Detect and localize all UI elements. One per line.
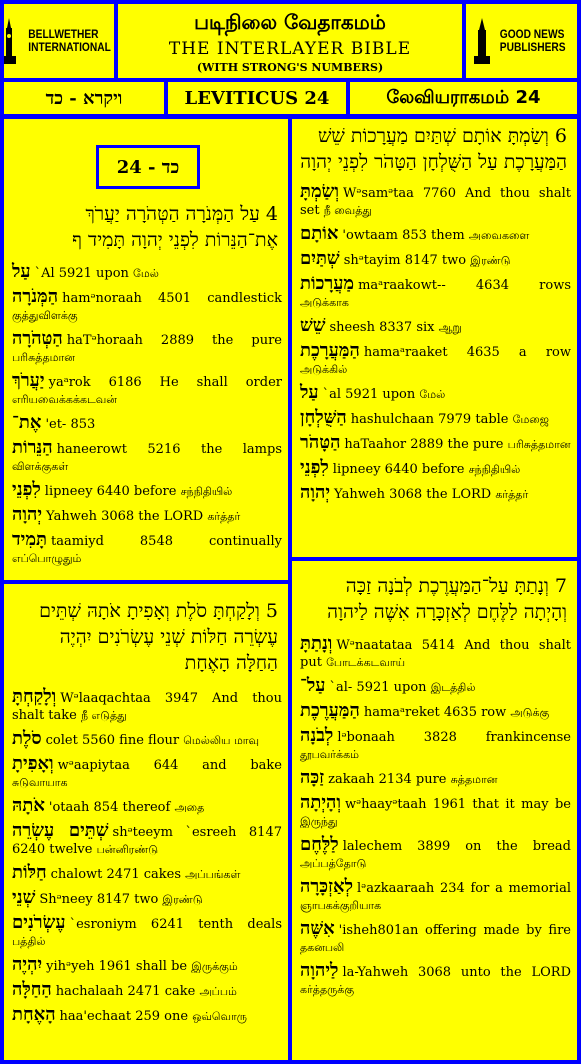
tamil-gloss: அப்பங்கள் [185,868,241,881]
word-entry [292,342,577,378]
transliteration-gloss: 'owtaam 853 them [342,228,465,243]
hebrew-word: עֶשְׂרֹנִים [12,912,66,933]
transliteration-gloss: colet 5560 fine flour [45,733,180,748]
word-entry [4,288,288,324]
tamil-gloss: பன்னிரண்டு [96,843,159,856]
tamil-gloss: ஞாபகக்குறியாக [300,899,382,912]
transliteration-gloss: haTaahor 2889 the pure [344,437,504,452]
tamil-gloss: இரண்டு [470,254,511,267]
transliteration-gloss: 'isheh801an offering made by fire [338,923,571,938]
tamil-gloss: ஒவ்வொரு [192,1010,247,1023]
transliteration-gloss: la-Yahweh 3068 unto the LORD [342,965,571,980]
transliteration-gloss: shᵊtayim 8147 two [343,253,467,268]
tamil-gloss: இடத்தில் [430,681,476,694]
verse-hebrew: 7 וְנָתַתָּ עַל־הַמַּעֲרֶכֶת לְבֹנָה זַכָּה וְהָיְתָה לַלֶּחֶם לְאַזְכָּרָה אִשֶּׁה לַיהוָה [327,575,567,623]
word-entry [4,688,288,724]
transliteration-gloss: Yahweh 3068 the LORD [46,509,204,524]
word-entry [292,702,577,721]
chapter-label: 24 - כד [96,145,200,189]
hebrew-book-label: ויקרא - כד [4,82,164,114]
tamil-gloss: குத்துவிளக்கு [12,309,78,322]
hebrew-word: יְהוָה [12,504,43,525]
hebrew-word: סֹלֶת [12,728,42,749]
hebrew-word: חַלּוֹת [12,862,47,883]
transliteration-gloss: wᵊhaayᵊtaah 1961 that it may be [345,797,571,812]
tamil-gloss: மேஜை [512,413,549,426]
hebrew-word: לִפְנֵי [12,479,41,500]
hebrew-word: אִשֶּׁה [300,918,335,939]
transliteration-gloss: lᵊazkaaraah 234 for a memorial [357,881,571,896]
tamil-gloss: சுடுவாயாக [12,776,68,789]
word-entry [292,225,577,244]
hebrew-word: הָאֶחָת [12,1004,56,1025]
tamil-gloss: விளக்குகள் [12,460,69,473]
tamil-gloss: அதை [174,801,205,814]
word-entry [4,1006,288,1025]
transliteration-gloss: haa'echaat 259 one [59,1009,189,1024]
word-entry [4,864,288,883]
transliteration-gloss: taamiyd 8548 continually [51,534,282,549]
transliteration-gloss: yihᵊyeh 1961 shall be [46,959,188,974]
tamil-gloss: எப்பொழுதும் [12,552,82,565]
verse-6-panel [292,119,577,557]
transliteration-gloss: wᵊaapiytaa 644 and bake [57,758,282,773]
transliteration-gloss: hamᵊnoraah 4501 candlestick [62,291,282,306]
hebrew-word: מַעֲרָכוֹת [300,273,355,294]
verse-hebrew: 5 וְלָקַחְתָּ סֹלֶת וְאָפִיתָ אֹתָהּ שְׁתֵּים עֶשְׂרֵה חַלּוֹת שְׁנֵי עֶשְׂרֹנִים יִהְיֶה הַחַלָּה הָאֶחָת [39,600,278,674]
transliteration-gloss: Yahweh 3068 the LORD [334,487,492,502]
hebrew-word: עַל [12,261,31,282]
tamil-gloss: இரண்டு [162,893,203,906]
tamil-gloss: அடுக்கில் [300,363,348,376]
word-entry [292,878,577,914]
transliteration-gloss: hamaᵃreket 4635 row [363,705,507,720]
transliteration-gloss: lipneey 6440 before [332,462,465,477]
hebrew-word: הַטָּהֹר [300,432,341,453]
tamil-gloss: மேல் [419,388,446,401]
word-entry [292,459,577,478]
word-entry [292,484,577,503]
transliteration-gloss: shᵊteeym `esreeh 8147 6240 twelve [12,825,282,857]
tamil-gloss: போடக்கடவாய் [326,656,406,669]
transliteration-gloss: haneerowt 5216 the lamps [56,442,282,457]
hebrew-word: שְׁנֵי [12,887,36,908]
word-entry [4,730,288,749]
tamil-gloss: பரிசுத்தமான [12,351,75,364]
transliteration-gloss: maᵃraakowt-- 4634 rows [358,278,571,293]
hebrew-word: וְהָיְתָה [300,792,342,813]
hebrew-word: עַל [300,382,319,403]
word-entry [4,263,288,282]
hebrew-word: הַטְּהֹרָה [12,328,63,349]
tamil-gloss: தூபவர்க்கம் [300,748,359,761]
hebrew-word: אוֹתָם [300,223,339,244]
transliteration-gloss: hachalaah 2471 cake [55,984,196,999]
hebrew-word: לִפְנֵי [300,457,329,478]
hebrew-word: וְאָפִיתָ [12,753,54,774]
hebrew-word: וְלָקַחְתָּ [12,686,57,707]
tamil-book-label: லேவியராகமம் 24 [350,82,577,114]
hebrew-word: לְבֹנָה [300,725,334,746]
word-entry [4,330,288,366]
transliteration-gloss: zakaah 2134 pure [328,772,447,787]
hebrew-word: וְשַׂמְתָּ [300,181,339,202]
word-entry [4,481,288,500]
hebrew-word: שֵׁשׁ [300,315,326,336]
word-entry [292,384,577,403]
word-entry [4,956,288,975]
hebrew-word: הַנֵּרוֹת [12,437,53,458]
transliteration-gloss: chalowt 2471 cakes [50,867,182,882]
hebrew-word: לְאַזְכָּרָה [300,876,353,897]
hebrew-word: יַעֲרֹךְ [12,370,45,391]
hebrew-word: יְהוָה [300,482,331,503]
tamil-gloss: எரியவைக்கக்கடவன் [12,393,117,406]
word-entry [4,822,288,858]
transliteration-gloss: `Al 5921 upon [34,266,129,281]
verse-7-panel [292,561,577,1060]
hebrew-word: יִהְיֶה [12,954,43,975]
hebrew-word: שְׁתֵּים עֶשְׂרֵה [12,820,109,841]
tamil-gloss: இருக்கும் [191,960,238,973]
verse-hebrew: 4 עַל הַמְּנֹרָה הַטְּהֹרָה יַעֲרֹךְ אֶת־הַנֵּרוֹת לִפְנֵי יְהוָה תָּמִיד ף [72,203,278,251]
word-entry [4,372,288,408]
word-entry [4,755,288,791]
word-entry [4,506,288,525]
bell-tower-icon [4,18,19,64]
title-block [118,4,462,78]
tamil-gloss: அப்பம் [199,985,237,998]
transliteration-gloss: Shᵊneey 8147 two [39,892,159,907]
hebrew-word: לַלֶּחֶם [300,834,339,855]
hebrew-word: הַמַּעֲרָכֶת [300,340,360,361]
word-entry [4,981,288,1000]
transliteration-gloss: hamaᵃraaket 4635 a row [363,345,571,360]
word-entry [292,317,577,336]
tamil-gloss: இருந்து [300,815,338,828]
tamil-gloss: அடுக்காக [300,296,349,309]
subtitle: (WITH STRONG'S NUMBERS) [196,61,384,74]
tamil-gloss: ஆறு [438,321,462,334]
hebrew-word: זַכָּה [300,767,325,788]
word-entry [292,920,577,956]
good-news-logo: GOOD NEWS PUBLISHERS [466,4,577,78]
tamil-gloss: அவைகளை [468,229,530,242]
hebrew-word: תָּמִיד [12,529,48,550]
title-english: THE INTERLAYER BIBLE [168,39,412,59]
tamil-gloss: பத்தில் [12,935,46,948]
word-entry [4,797,288,816]
transliteration-gloss: lipneey 6440 before [44,484,177,499]
tamil-gloss: கர்த்தர் [495,488,529,501]
tamil-gloss: மெல்லிய மாவு [183,734,260,747]
word-entry [292,409,577,428]
transliteration-gloss: Wᵊnaatataa 5414 And thou shalt put [300,638,571,670]
tamil-gloss: சுத்தமான [450,773,498,786]
word-entry [292,434,577,453]
transliteration-gloss: yaᵃrok 6186 He shall order [48,375,282,390]
tamil-gloss: சந்நிதியில் [180,485,233,498]
word-entry [292,769,577,788]
hebrew-word: הַמְּנֹרָה [12,286,59,307]
tamil-gloss: கர்த்தர் [207,510,241,523]
transliteration-gloss: Wᵊlaaqachtaa 3947 And thou shalt take [12,691,282,723]
verse-hebrew: 6 וְשַׂמְתָּ אוֹתָם שְׁתַּיִם מַעֲרָכוֹת שֵׁשׁ הַמַּעֲרָכֶת עַל הַשֻּׁלְחָן הַטָּהֹר לִפְנֵי יְהוָה [300,125,567,173]
word-entry [292,962,577,998]
hebrew-word: הַשֻּׁלְחָן [300,407,347,428]
tamil-gloss: பரிசுத்தமான [507,438,571,451]
hebrew-word: שְׁתַּיִם [300,248,340,269]
word-entry [292,727,577,763]
tamil-gloss: சந்நிதியில் [468,463,521,476]
hebrew-word: לַיהוָה [300,960,339,981]
word-entry [292,183,577,219]
transliteration-gloss: 'et- 853 [45,417,96,432]
word-entry [4,439,288,475]
word-entry [4,531,288,567]
english-book-label: LEVITICUS 24 [168,82,346,114]
transliteration-gloss: `al 5921 upon [322,387,416,402]
tower-icon [472,18,492,64]
transliteration-gloss: lᵊbonaah 3828 frankincense [337,730,571,745]
word-entry [292,250,577,269]
word-entry [292,794,577,830]
tamil-gloss: அடுக்கு [510,706,550,719]
hebrew-word: אֶת־ [12,412,42,433]
word-entry [4,414,288,433]
tamil-gloss: தகனபலி [300,941,345,954]
word-entry [4,914,288,950]
transliteration-gloss: `al- 5921 upon [329,680,427,695]
transliteration-gloss: hashulchaan 7979 table [350,412,509,427]
tamil-gloss: நீ எடுத்து [81,709,127,722]
hebrew-word: עַל־ [300,675,326,696]
word-entry [292,677,577,696]
tamil-gloss: நீ வைத்து [323,204,372,217]
hebrew-word: הַמַּעֲרֶכֶת [300,700,360,721]
transliteration-gloss: Wᵊsamᵊtaa 7760 And thou shalt set [300,186,571,218]
transliteration-gloss: 'otaah 854 thereof [48,800,171,815]
tamil-gloss: கர்த்தருக்கு [300,983,355,996]
tamil-gloss: மேல் [133,267,159,280]
hebrew-word: הַחַלָּה [12,979,52,1000]
hebrew-word: וְנָתַתָּ [300,633,333,654]
verse-4-panel [4,119,288,580]
transliteration-gloss: lalechem 3899 on the bread [342,839,571,854]
word-entry [4,889,288,908]
transliteration-gloss: `esroniym 6241 tenth deals [69,917,282,932]
transliteration-gloss: haTᵊhoraah 2889 the pure [66,333,282,348]
title-tamil: படிநிலை வேதாகமம் [194,10,386,34]
word-entry [292,836,577,872]
word-entry [292,275,577,311]
word-entry [292,635,577,671]
bellwether-logo: BELLWETHER INTERNATIONAL [4,4,114,78]
transliteration-gloss: sheesh 8337 six [329,320,435,335]
tamil-gloss: அப்பத்தோடு [300,857,367,870]
verse-5-panel [4,584,288,1060]
hebrew-word: אֹתָהּ [12,795,45,816]
